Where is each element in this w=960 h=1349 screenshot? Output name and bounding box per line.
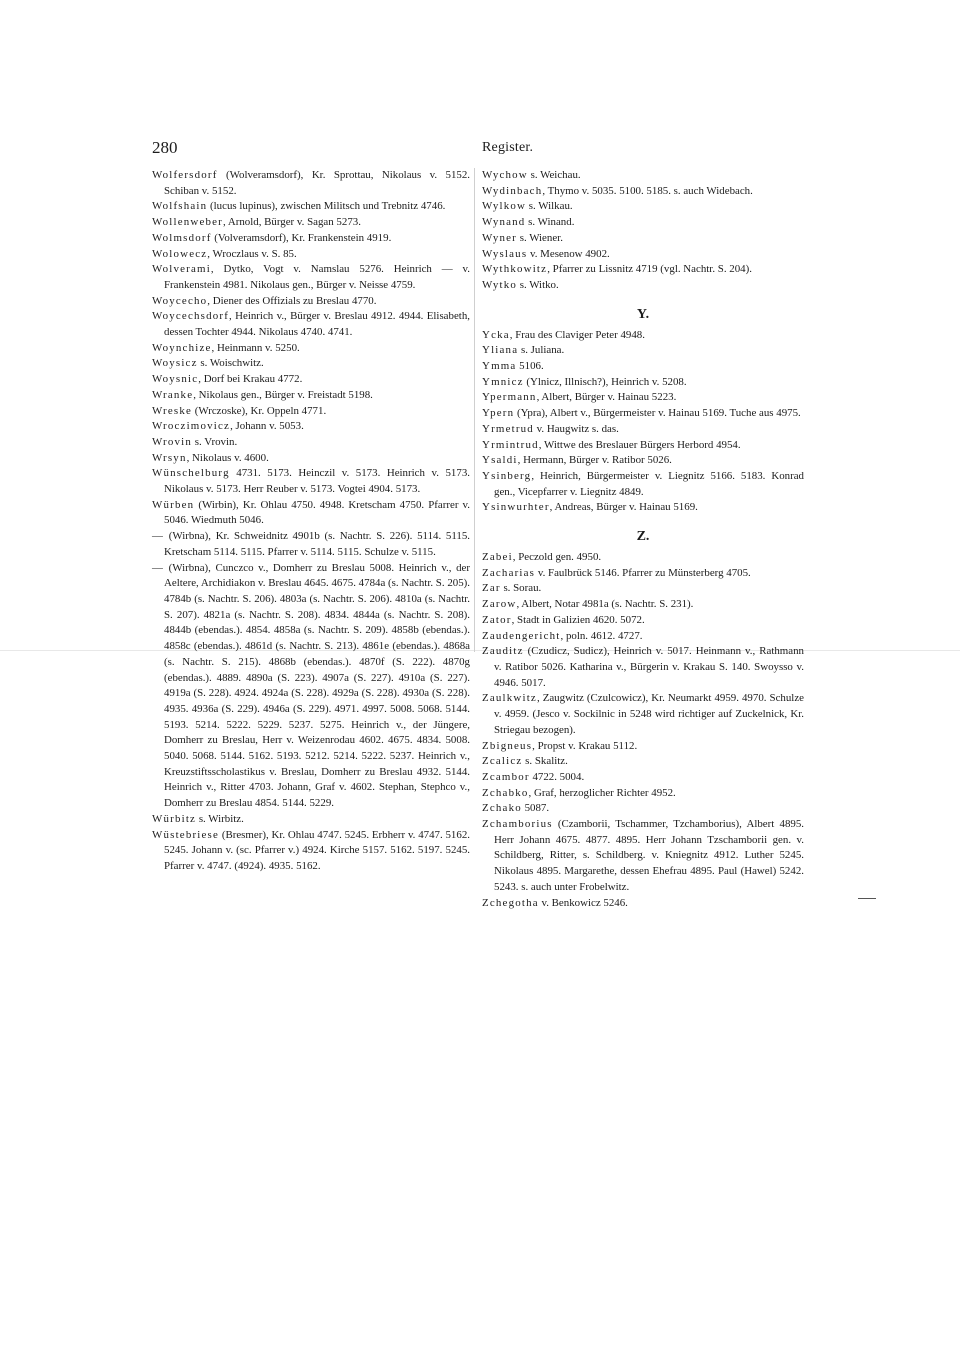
index-entry	[152, 247, 470, 263]
entry-headword: Wychow	[482, 169, 528, 181]
entry-headword: —	[152, 561, 165, 574]
entry-headword: Zator	[482, 613, 512, 626]
entry-text: , Dytko, Vogt v. Namslau 5276. Heinrich — v. Frankenstein 4981. Nikolaus gen., Bürger v. Neisse 4759.	[164, 263, 470, 291]
entry-text: s. Wirbitz.	[196, 812, 244, 825]
index-entry	[482, 613, 804, 629]
entry-headword: Zacharias	[482, 566, 536, 579]
section-w-continued	[482, 168, 804, 294]
section-z-entries	[482, 550, 804, 911]
index-entry	[152, 812, 470, 828]
section-y-entries	[482, 328, 804, 516]
entry-text: , Andreas, Bürger v. Hainau 5169.	[549, 501, 698, 514]
entry-text: 4722. 5004.	[529, 770, 585, 783]
entry-text: v. Benkowicz 5246.	[538, 896, 628, 909]
entry-text: , Dorf bei Krakau 4772.	[198, 373, 303, 386]
index-entry	[152, 404, 470, 420]
index-entry	[482, 438, 804, 454]
index-entry	[482, 644, 804, 691]
entry-headword: Wyner	[482, 231, 517, 244]
index-entry	[482, 247, 804, 263]
index-entry	[482, 278, 804, 294]
entry-headword: Wylkow	[482, 200, 527, 213]
entry-text: s. Weichau.	[527, 169, 581, 181]
entry-text: s. Sorau.	[500, 582, 542, 595]
index-entry	[482, 375, 804, 391]
entry-headword: Wreske	[152, 404, 193, 417]
entry-headword: Wolowecz	[152, 247, 208, 260]
entry-text: (Wrczoske), Kr. Oppeln 4771.	[192, 404, 327, 417]
entry-text: s. Vrovin.	[192, 435, 238, 448]
index-entry	[482, 184, 804, 200]
entry-text: , Stadt in Galizien 4620. 5072.	[511, 613, 645, 626]
index-entry	[482, 550, 804, 566]
index-entry	[482, 817, 804, 896]
index-entry	[482, 215, 804, 231]
entry-text: 5087.	[521, 802, 550, 815]
index-entry	[482, 328, 804, 344]
entry-headword: Woycechsdorf	[152, 310, 230, 323]
entry-text: , Wittwe des Breslauer Bürgers Herbord 4954.	[538, 438, 741, 451]
entry-text: , Heinrich v., Bürger v. Breslau 4912. 4944. Elisabeth, dessen Tochter 4944. Nikolaus 4740. 4741.	[164, 310, 470, 339]
index-entry	[152, 828, 470, 875]
entry-headword: Zar	[482, 582, 501, 595]
entry-text: v. Faulbrück 5146. Pfarrer zu Münsterberg 4705.	[535, 566, 751, 579]
entry-headword: —	[152, 530, 165, 543]
index-entry	[152, 356, 470, 372]
entry-headword: Wrsyn	[152, 451, 187, 464]
entry-text: , Nikolaus v. 4600.	[186, 451, 269, 464]
index-entry	[482, 770, 804, 786]
entry-headword: Zauditz	[482, 645, 524, 658]
entry-text: , Zaugwitz (Czulcowicz), Kr. Neumarkt 4959. 4970. Schulze v. 4959. (Jesco v. Sockilnic in 5248 wird richtiger auf Zuckelnick, Kr. Striegau bezogen).	[494, 692, 804, 736]
index-entry	[482, 566, 804, 582]
entry-headword: Zcambor	[482, 770, 530, 783]
entry-headword: Yliana	[482, 344, 519, 357]
entry-headword: Würbitz	[152, 812, 197, 825]
entry-headword: Ycka	[482, 328, 510, 341]
index-entry	[482, 754, 804, 770]
entry-headword: Wydinbach	[482, 184, 543, 197]
entry-text: (Ypra), Albert v., Bürgermeister v. Hainau 5169. Tuche aus 4975.	[514, 407, 801, 420]
entry-headword: Zarow	[482, 598, 517, 611]
entry-headword: Woysicz	[152, 357, 198, 370]
entry-text: , Heinmann v. 5250.	[211, 341, 300, 354]
entry-headword: Zcalicz	[482, 755, 523, 768]
index-entry	[152, 388, 470, 404]
column-divider	[474, 168, 475, 652]
index-entry	[482, 168, 804, 184]
entry-text: , Peczold gen. 4950.	[512, 551, 602, 564]
index-entry	[482, 359, 804, 375]
index-entry	[152, 419, 470, 435]
entry-text: (Wirbna), Kr. Schweidnitz 4901b (s. Nachtr. S. 226). 5114. 5115. Kretscham 5114. 5115. Pfarrer v. 5114. 5115. Schulze v. 5115.	[164, 530, 470, 558]
index-entry	[152, 294, 470, 310]
entry-headword: Zaudengericht	[482, 629, 561, 642]
entry-text: s. Witko.	[517, 278, 559, 291]
index-entry	[482, 581, 804, 597]
index-entry	[152, 561, 470, 812]
entry-headword: Zaulkwitz	[482, 692, 537, 705]
index-entry	[482, 786, 804, 802]
entry-headword: Zchegotha	[482, 896, 539, 909]
entry-text: , Thymo v. 5035. 5100. 5185. s. auch Widebach.	[542, 184, 753, 197]
entry-headword: Zbigneus	[482, 739, 533, 752]
index-entry	[152, 262, 470, 293]
entry-text: , Propst v. Krakau 5112.	[532, 739, 638, 752]
index-entry	[152, 529, 470, 560]
entry-text: , Pfarrer zu Lissnitz 4719 (vgl. Nachtr. S. 204).	[547, 263, 752, 276]
entry-headword: Wolfshain	[152, 200, 208, 213]
entry-headword: Wynand	[482, 216, 526, 229]
index-entry	[482, 629, 804, 645]
index-entry	[152, 372, 470, 388]
entry-text: , Diener des Offizials zu Breslau 4770.	[207, 294, 377, 307]
entry-headword: Ysinwurhter	[482, 501, 550, 514]
entry-text: , Graf, herzoglicher Richter 4952.	[528, 786, 676, 799]
entry-text: s. Skalitz.	[522, 755, 568, 768]
entry-text: , Nikolaus gen., Bürger v. Freistadt 5198.	[193, 388, 373, 401]
entry-text: (Wirbin), Kr. Ohlau 4750. 4948. Kretscham 4750. Pfarrer v. 5046. Wiedmuth 5046.	[164, 498, 470, 527]
entry-headword: Ypern	[482, 407, 515, 420]
entry-headword: Woynchize	[152, 341, 212, 354]
index-entry	[482, 343, 804, 359]
entry-text: (Wolveramsdorf), Kr. Sprottau, Nikolaus v. 5152. Schiban v. 5152.	[164, 169, 470, 197]
entry-headword: Wyslaus	[482, 247, 528, 260]
entry-headword: Wroczimovicz	[152, 420, 231, 433]
index-entry	[152, 168, 470, 199]
index-entry	[152, 341, 470, 357]
entry-headword: Wolmsdorf	[152, 231, 212, 244]
entry-headword: Ymnicz	[482, 375, 524, 388]
entry-headword: Wranke	[152, 388, 194, 401]
entry-headword: Wünschelburg	[152, 467, 230, 480]
entry-headword: Wolverami	[152, 263, 211, 276]
entry-text: s. Woischwitz.	[197, 357, 264, 370]
index-entry	[482, 199, 804, 215]
page-header	[152, 138, 802, 164]
entry-text: s. Juliana.	[518, 344, 565, 357]
entry-headword: Wolfersdorf	[152, 169, 218, 181]
entry-text: , Hermann, Bürger v. Ratibor 5026.	[517, 454, 672, 467]
entry-headword: Wythkowitz	[482, 263, 548, 276]
section-heading-z: Z.	[636, 529, 650, 545]
entry-headword: Zabei	[482, 551, 513, 564]
entry-text: (Czamborii, Tschammer, Tzchamborius), Albert 4895. Herr Johann 4675. 4877. 4895. Herr Johann Tzschamborii gen. v. Schildberg, Ritter, s. Schildberg. v. Kniegnitz 4912. Luther 5245. Nikolaus 4895. Margarethe, dessen Ehefrau 4895. Paul (Hawel) 5242. 5243. s. auch unter Frobelwitz.	[494, 818, 804, 893]
margin-mark	[858, 898, 876, 899]
index-entry	[152, 435, 470, 451]
entry-text: (Wirbna), Cunczco v., Domherr zu Breslau 5008. Heinrich v., der Aeltere, Archidiakon v. Breslau 4645. 4675. 4784a (s. Nachtr. S. 205). 4784b (s. Nachtr. S. 206). 4803a (s. Nachtr. S. 206). 4810a (s. Nachtr. S. 207). 4821a (s. Nachtr. S. 208). 4834. 4844a (s. Nachtr. S. 208). 4844b (ebendas.). 4854. 4858a (s. Nachtr. S. 209). 4858b (ebendas.). 4858c (ebendas.). 4861d (s. Nachtr. S. 213). 4861e (ebendas.). 4868a (s. Nachtr. S. 215). 4868b (ebendas.). 4870f (S. 222). 4870g (ebendas.). 4889. 4890a (S. 223). 4907a (S. 227). 4910a (S. 227). 4919a (S. 228). 4924. 4924a (S. 228). 4929a (S. 228). 4930a (S. 228). 4935. 4936a (S. 229). 4946a (S. 229). 4971. 4997. 5008. 5068. 5144. 5193. 5214. 5222. 5229. 5237. 5275. Heinrich v., der Jüngere, Domherr zu Breslau, Herr v. Weizenrodau 4602. 4675. 4834. 5008. 5040. 5068. 5144. 5162. 5193. 5212. 5214. 5222. 5237. Heinrich v., Kreuzstiftsscholastikus v. Breslau, Domherr zu Breslau 4932. 5144. Heinrich v., Ritter 4703. Johann, Graf v. 4602. Stephan, Stephco v., Domherr zu Breslau 4854. 5144. 5229.	[164, 561, 470, 810]
index-entry	[152, 215, 470, 231]
index-entry	[152, 498, 470, 529]
index-entry	[482, 500, 804, 516]
entry-text: , Johann v. 5053.	[230, 420, 304, 433]
index-entry	[482, 453, 804, 469]
entry-text: s. Wilkau.	[526, 200, 573, 213]
entry-text: v. Mesenow 4902.	[527, 247, 610, 260]
entry-headword: Ysaldi	[482, 454, 518, 467]
entry-headword: Zchamborius	[482, 818, 553, 831]
running-title: Register.	[482, 140, 534, 155]
index-entry	[482, 801, 804, 817]
entry-headword: Zchako	[482, 802, 522, 815]
entry-headword: Wytko	[482, 278, 517, 291]
entry-headword: Yrmintrud	[482, 438, 539, 451]
index-entry	[152, 466, 470, 497]
entry-text: 5106.	[516, 360, 544, 373]
index-entry	[482, 896, 804, 912]
entry-text: , Wroczlaus v. S. 85.	[207, 247, 297, 260]
left-column	[152, 168, 470, 875]
entry-text: s. Wiener.	[516, 231, 563, 244]
entry-text: v. Haugwitz s. das.	[533, 422, 619, 435]
index-entry	[482, 262, 804, 278]
index-entry	[482, 390, 804, 406]
entry-headword: Wrovin	[152, 435, 193, 448]
entry-text: s. Winand.	[525, 216, 575, 229]
entry-headword: Ysinberg	[482, 469, 532, 482]
index-entry	[152, 309, 470, 340]
entry-text: , Albert, Notar 4981a (s. Nachtr. S. 231).	[516, 598, 694, 611]
right-column	[482, 168, 804, 911]
entry-text: , Heinrich, Bürgermeister v. Liegnitz 5166. 5183. Konrad gen., Vicepfarrer v. Liegnitz 4849.	[494, 469, 804, 498]
entry-text: (lucus lupinus), zwischen Militsch und Trebnitz 4746.	[207, 200, 446, 213]
entry-headword: Ymma	[482, 360, 517, 373]
entry-headword: Ypermann	[482, 391, 537, 404]
entry-headword: Zchabko	[482, 786, 529, 799]
entry-text: (Volveramsdorf), Kr. Frankenstein 4919.	[211, 231, 392, 244]
index-entry	[482, 739, 804, 755]
entry-text: (Bresmer), Kr. Ohlau 4747. 5245. Erbherr v. 4747. 5162. 5245. Johann v. (sc. Pfarrer v.) 4924. Kirche 5157. 5162. 5197. 5245. Pfarrer v. 4747. (4924). 4935. 5162.	[164, 828, 470, 872]
index-entry	[152, 199, 470, 215]
index-entry	[152, 451, 470, 467]
entry-headword: Woysnic	[152, 373, 199, 386]
index-entry	[482, 231, 804, 247]
entry-headword: Woycecho	[152, 294, 208, 307]
entry-headword: Wollenweber	[152, 216, 223, 229]
entry-text: , poln. 4612. 4727.	[560, 629, 643, 642]
fold-line	[0, 650, 960, 651]
index-entry	[482, 469, 804, 500]
section-heading-y: Y.	[636, 306, 650, 322]
entry-text: (Czudicz, Sudicz), Heinrich v. 5017. Heinmann v., Rathmann v. Ratibor 5026. Katharina v., Bürgerin v. Krakau S. 140. Swoysso v. 4946. 5017.	[494, 645, 804, 689]
entry-text: , Arnold, Bürger v. Sagan 5273.	[223, 216, 361, 229]
page-number: 280	[152, 138, 178, 157]
entry-text: 4731. 5173. Heinczil v. 5173. Heinrich v. 5173. Nikolaus v. 5173. Herr Reuber v. 5173. Vogtei 4904. 5173.	[164, 467, 470, 496]
entry-headword: Yrmetrud	[482, 422, 534, 435]
entry-text: (Ylnicz, Illnisch?), Heinrich v. 5208.	[523, 375, 687, 388]
entry-text: , Albert, Bürger v. Hainau 5223.	[536, 391, 677, 404]
index-entry	[482, 422, 804, 438]
entry-text: , Frau des Claviger Peter 4948.	[509, 328, 645, 341]
index-entry	[152, 231, 470, 247]
entry-headword: Wüstebriese	[152, 828, 220, 841]
entry-headword: Würben	[152, 498, 195, 511]
index-entry	[482, 597, 804, 613]
index-entry	[482, 691, 804, 738]
index-entry	[482, 406, 804, 422]
